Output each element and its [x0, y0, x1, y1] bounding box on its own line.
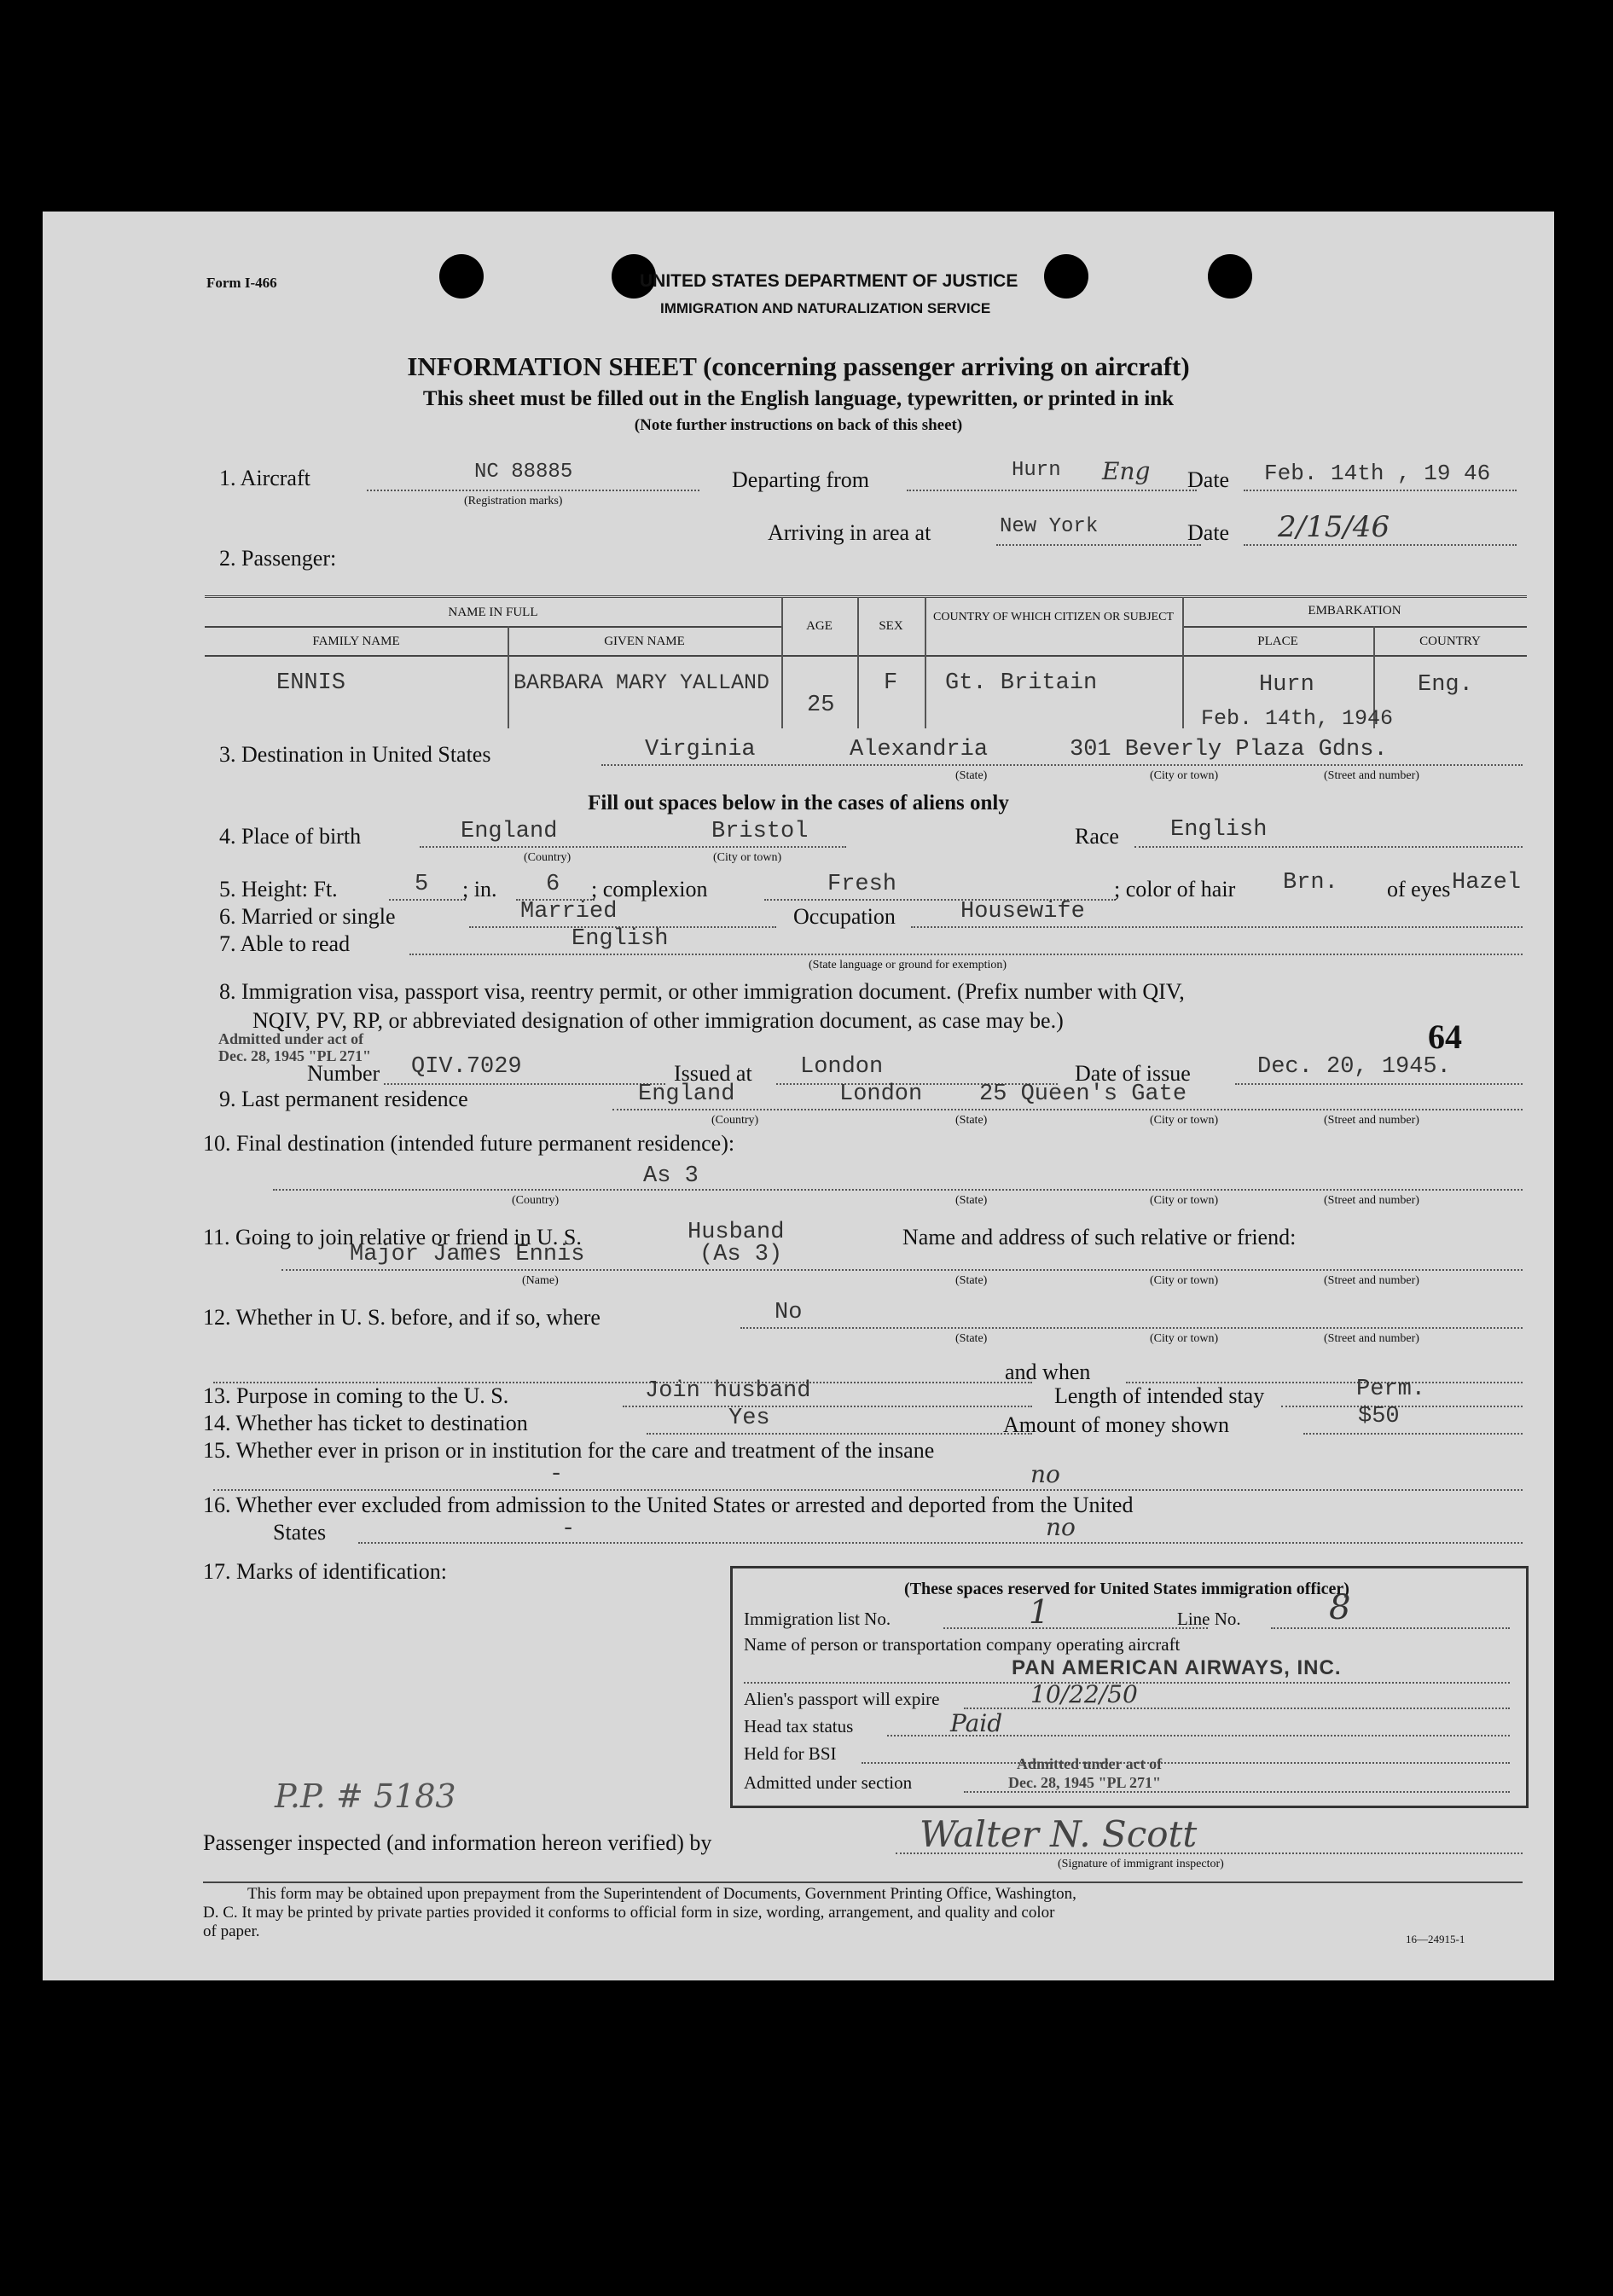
ticket-value: Yes — [728, 1406, 770, 1431]
signature-caption: (Signature of immigrant inspector) — [1058, 1858, 1224, 1870]
stay-label: Length of intended stay — [1054, 1383, 1265, 1408]
excluded-label-line1: 16. Whether ever excluded from admission to the United States or arrested and deported from the United — [203, 1493, 1134, 1517]
city-caption: (City or town) — [1150, 1332, 1219, 1345]
embarkation-country-value: Eng. — [1418, 672, 1473, 698]
residence-line — [612, 1109, 1523, 1110]
issue-date-label: Date of issue — [1075, 1061, 1191, 1086]
height-ft-value: 5 — [415, 872, 429, 897]
visa-label-line1: 8. Immigration visa, passport visa, reentry permit, or other immigration document. (Prefix number with QIV, — [219, 979, 1185, 1004]
admission-stamp-line2: Dec. 28, 1945 "PL 271" — [218, 1047, 371, 1064]
head-tax-label: Head tax status — [744, 1716, 854, 1736]
street-caption: (Street and number) — [1324, 1114, 1419, 1127]
footer-rule — [203, 1881, 1523, 1883]
sex-header: SEX — [879, 619, 903, 633]
issue-date-value: Dec. 20, 1945. — [1257, 1054, 1451, 1080]
name-in-full-header: NAME IN FULL — [448, 606, 538, 619]
relative-name-label: Name and address of such relative or friend: — [902, 1225, 1297, 1249]
issue-date-line — [1235, 1083, 1523, 1085]
read-value: English — [572, 926, 669, 952]
state-language-caption: (State language or ground for exemption) — [809, 959, 1007, 971]
relative-name-value: Major James Ennis — [350, 1242, 585, 1267]
footer-line3: of paper. — [203, 1922, 260, 1940]
purpose-value: Join husband — [645, 1378, 811, 1404]
aircraft-value: NC 88885 — [474, 461, 573, 484]
departure-date-line — [1244, 490, 1517, 491]
footer-line2: D. C. It may be printed by private parties provided it conforms to official form in size, wording, arrangement, and quality and color — [203, 1904, 1055, 1922]
punch-hole — [439, 254, 484, 299]
section-stamp-line1: Admitted under act of — [1017, 1755, 1163, 1772]
state-caption: (State) — [955, 1114, 988, 1127]
table-divider — [781, 597, 783, 728]
table-top-rule — [205, 595, 1527, 598]
arrival-date-value: 2/15/46 — [1278, 510, 1390, 544]
identification-label: 17. Marks of identification: — [203, 1559, 447, 1584]
and-when-label: and when — [1005, 1360, 1091, 1384]
money-label: Amount of money shown — [1003, 1412, 1230, 1437]
arrival-date-label: Date — [1187, 520, 1230, 545]
final-destination-label: 10. Final destination (intended future permanent residence): — [203, 1131, 735, 1156]
stay-value: Perm. — [1356, 1377, 1426, 1402]
state-caption: (State) — [955, 1274, 988, 1287]
prison-handwritten: no — [1030, 1460, 1060, 1488]
residence-street-value: 25 Queen's Gate — [979, 1081, 1187, 1107]
name-caption: (Name) — [522, 1274, 559, 1287]
service-name: IMMIGRATION AND NATURALIZATION SERVICE — [660, 300, 991, 316]
inspector-signature: Walter N. Scott — [920, 1813, 1198, 1855]
birth-place-line — [420, 846, 846, 848]
height-ft-line — [389, 899, 466, 901]
country-header: COUNTRY — [1419, 635, 1481, 648]
table-emb-rule — [1182, 626, 1527, 628]
state-caption: (State) — [955, 769, 988, 782]
destination-city-value: Alexandria — [850, 737, 989, 762]
departing-value: Hurn — [1012, 459, 1061, 482]
departure-date-label: Date — [1187, 467, 1230, 492]
stay-line — [1281, 1406, 1523, 1407]
height-label: 5. Height: Ft. — [219, 877, 338, 902]
citizen-header: COUNTRY OF WHICH CITIZEN OR SUBJECT — [933, 611, 1174, 623]
street-caption: (Street and number) — [1324, 1332, 1419, 1345]
arriving-label: Arriving in area at — [768, 520, 931, 545]
city-caption: (City or town) — [1150, 769, 1219, 782]
passenger-label: 2. Passenger: — [219, 546, 337, 571]
residence-state-value: London — [839, 1081, 923, 1107]
embarkation-place-value: Hurn — [1259, 672, 1314, 698]
destination-label: 3. Destination in United States — [219, 742, 491, 767]
ticket-label: 14. Whether has ticket to destination — [203, 1411, 528, 1435]
admission-stamp-line1: Admitted under act of — [218, 1030, 364, 1047]
embarkation-header: EMBARKATION — [1308, 604, 1401, 617]
bsi-line — [862, 1762, 1510, 1764]
punch-hole — [1044, 254, 1088, 299]
table-divider — [925, 597, 926, 728]
birth-place-label: 4. Place of birth — [219, 824, 362, 849]
height-in-label: ; in. — [462, 877, 497, 902]
married-label: 6. Married or single — [219, 904, 396, 929]
eyes-label: of eyes — [1387, 877, 1451, 902]
street-caption: (Street and number) — [1324, 769, 1419, 782]
birth-city-value: Bristol — [711, 819, 809, 844]
ticket-line — [647, 1433, 1032, 1435]
prison-label: 15. Whether ever in prison or in institution for the care and treatment of the insane — [203, 1438, 935, 1463]
registration-caption: (Registration marks) — [464, 495, 563, 507]
document-number: 64 — [1428, 1018, 1462, 1056]
visa-number-line — [384, 1083, 665, 1085]
complexion-value: Fresh — [827, 872, 897, 897]
married-value: Married — [520, 899, 618, 925]
passport-expire-label: Alien's passport will expire — [744, 1689, 940, 1709]
table-header-rule — [205, 655, 1527, 657]
place-header: PLACE — [1257, 635, 1298, 648]
immigration-list-label: Immigration list No. — [744, 1609, 891, 1629]
line-no-value: 8 — [1329, 1588, 1351, 1627]
country-caption: (Country) — [711, 1114, 759, 1127]
admitted-section-label: Admitted under section — [744, 1772, 913, 1793]
birth-country-value: England — [461, 819, 558, 844]
immigration-list-line — [943, 1627, 1208, 1629]
country-caption: (Country) — [512, 1194, 560, 1207]
bsi-label: Held for BSI — [744, 1743, 837, 1764]
line-no-line — [1271, 1627, 1510, 1629]
head-tax-value: Paid — [950, 1709, 1003, 1737]
form-sheet — [43, 212, 1554, 1980]
country-caption: (Country) — [524, 851, 572, 864]
form-code: 16—24915-1 — [1406, 1933, 1465, 1945]
family-name-header: FAMILY NAME — [312, 635, 400, 648]
before-value: No — [775, 1300, 803, 1325]
footer-line1: This form may be obtained upon prepayment from the Superintendent of Documents, Government Printing Office, Washington, — [247, 1885, 1076, 1903]
issued-at-label: Issued at — [674, 1061, 752, 1086]
arriving-line — [996, 544, 1201, 546]
immigration-list-value: 1 — [1029, 1593, 1050, 1631]
destination-state-value: Virginia — [645, 737, 756, 762]
excluded-dash: - — [561, 1516, 576, 1542]
before-line — [740, 1327, 1523, 1329]
punch-hole — [1208, 254, 1252, 299]
aliens-only-heading: Fill out spaces below in the cases of aliens only — [588, 791, 1009, 815]
occupation-line — [911, 926, 1523, 928]
visa-label-line2: NQIV, PV, RP, or abbreviated designation of other immigration document, as case may be.) — [252, 1008, 1064, 1033]
state-caption: (State) — [955, 1194, 988, 1207]
read-label: 7. Able to read — [219, 931, 351, 956]
residence-label: 9. Last permanent residence — [219, 1087, 468, 1111]
table-divider — [857, 597, 859, 728]
destination-street-value: 301 Beverly Plaza Gdns. — [1070, 737, 1388, 762]
race-line — [1134, 846, 1523, 848]
age-header: AGE — [806, 619, 833, 633]
before-label: 12. Whether in U. S. before, and if so, where — [203, 1305, 601, 1330]
money-line — [1303, 1433, 1523, 1435]
city-caption: (City or town) — [713, 851, 782, 864]
race-label: Race — [1075, 824, 1119, 849]
family-name-value: ENNIS — [276, 670, 346, 696]
embarkation-date-value: Feb. 14th, 1946 — [1201, 706, 1394, 731]
age-value: 25 — [807, 693, 835, 718]
occupation-value: Housewife — [960, 899, 1085, 925]
arriving-value: New York — [1000, 515, 1099, 538]
purpose-label: 13. Purpose in coming to the U. S. — [203, 1383, 509, 1408]
citizen-value: Gt. Britain — [945, 670, 1098, 696]
given-name-header: GIVEN NAME — [604, 635, 685, 648]
pp-number: P.P. # 5183 — [275, 1777, 456, 1815]
form-number: Form I-466 — [206, 275, 277, 291]
money-value: $50 — [1358, 1404, 1400, 1429]
state-caption: (State) — [955, 1332, 988, 1345]
transport-label: Name of person or transportation company operating aircraft — [744, 1634, 1181, 1655]
visa-number-label: Number — [307, 1061, 380, 1086]
prison-dash: - — [549, 1462, 564, 1487]
hair-label: ; color of hair — [1114, 877, 1236, 902]
city-caption: (City or town) — [1150, 1194, 1219, 1207]
hair-value: Brn. — [1283, 870, 1338, 896]
line-no-label: Line No. — [1177, 1609, 1241, 1629]
relative-address-value: (As 3) — [699, 1242, 783, 1267]
final-destination-value: As 3 — [643, 1163, 699, 1189]
purpose-line — [623, 1406, 1032, 1407]
relative-line — [281, 1269, 1523, 1271]
sex-value: F — [884, 670, 898, 696]
page-note: (Note further instructions on back of this sheet) — [634, 416, 963, 434]
complexion-label: ; complexion — [591, 877, 708, 902]
visa-number-value: QIV.7029 — [411, 1054, 522, 1080]
street-caption: (Street and number) — [1324, 1194, 1419, 1207]
page-title: INFORMATION SHEET (concerning passenger arriving on aircraft) — [407, 351, 1190, 381]
aircraft-line — [367, 490, 699, 491]
officer-box-title: (These spaces reserved for United States immigration officer) — [904, 1580, 1349, 1598]
excluded-handwritten: no — [1046, 1513, 1076, 1541]
given-name-value: BARBARA MARY YALLAND — [513, 670, 770, 695]
departure-date-value: Feb. 14th , 19 46 — [1264, 461, 1491, 486]
eyes-value: Hazel — [1452, 870, 1522, 896]
excluded-line — [358, 1542, 1523, 1544]
departing-line — [907, 490, 1197, 491]
departing-handwritten: Eng — [1102, 457, 1151, 485]
destination-line — [601, 764, 1523, 766]
page-subtitle: This sheet must be filled out in the English language, typewritten, or printed in ink — [422, 387, 1175, 410]
street-caption: (Street and number) — [1324, 1274, 1419, 1287]
join-label: 11. Going to join relative or friend in U. S. — [203, 1225, 582, 1249]
join-value: Husband — [688, 1220, 785, 1245]
occupation-label: Occupation — [793, 904, 896, 929]
aircraft-label: 1. Aircraft — [219, 466, 310, 490]
arrival-date-line — [1244, 544, 1517, 546]
race-value: English — [1170, 817, 1268, 843]
inspected-label: Passenger inspected (and information hereon verified) by — [203, 1830, 712, 1855]
residence-country-value: England — [638, 1081, 735, 1107]
final-destination-line — [273, 1189, 1523, 1191]
read-line — [409, 954, 1523, 955]
table-name-rule — [205, 626, 781, 628]
passport-expire-value: 10/22/50 — [1030, 1680, 1138, 1708]
transport-company: PAN AMERICAN AIRWAYS, INC. — [1012, 1656, 1342, 1679]
department-name: UNITED STATES DEPARTMENT OF JUSTICE — [640, 271, 1018, 291]
section-stamp-line2: Dec. 28, 1945 "PL 271" — [1008, 1774, 1161, 1791]
height-in-value: 6 — [546, 872, 560, 897]
prison-line — [213, 1489, 1523, 1491]
city-caption: (City or town) — [1150, 1114, 1219, 1127]
issued-at-value: London — [800, 1054, 884, 1080]
excluded-label-line2: States — [273, 1520, 327, 1545]
city-caption: (City or town) — [1150, 1274, 1219, 1287]
departing-label: Departing from — [732, 467, 870, 492]
